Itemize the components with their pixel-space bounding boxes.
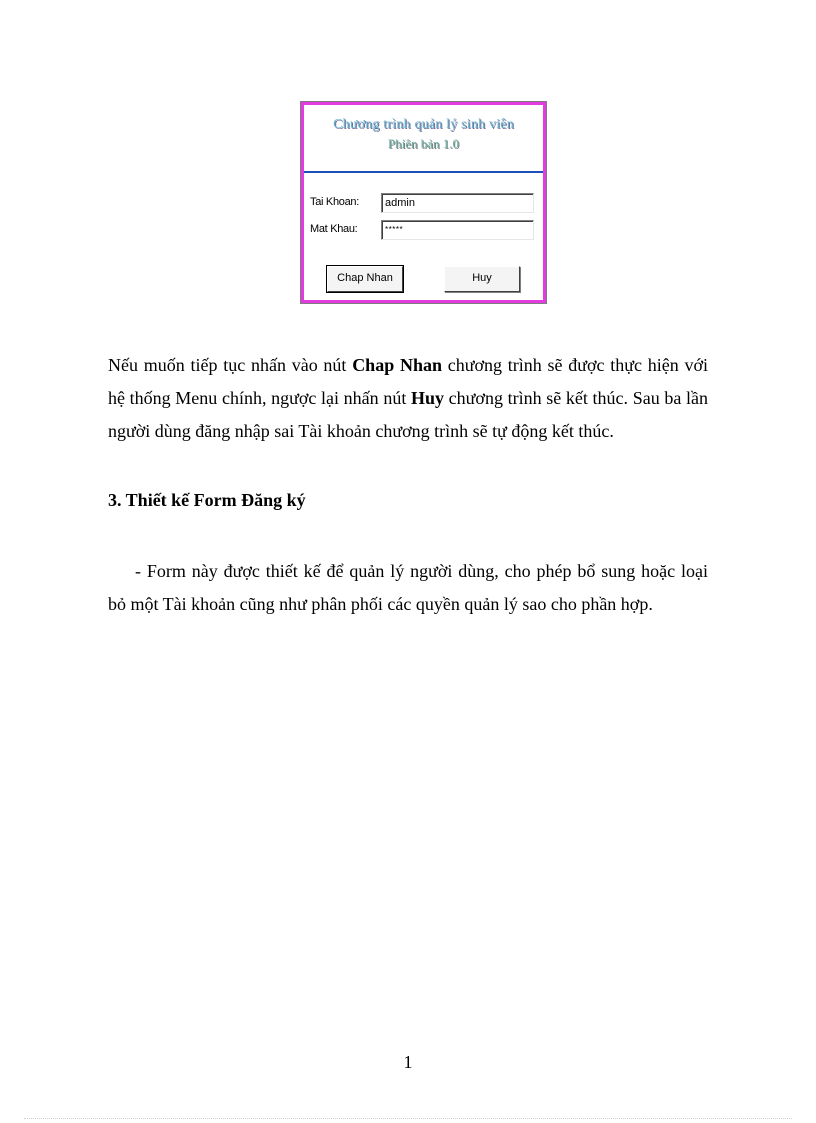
para1-bold-accept: Chap Nhan (352, 355, 442, 375)
para1-text-e: chương trình sẽ kết thúc. Sau ba lần người dùng đăng nhập sai Tài khoản chương trình sẽ tự động kết thúc. (108, 388, 708, 441)
para1-text-a: Nếu muốn tiếp tục nhấn vào nút (108, 355, 353, 375)
dialog-title: Chương trình quản lý sinh viên (333, 117, 514, 132)
login-dialog (301, 102, 546, 303)
accept-button[interactable]: Chap Nhan (327, 266, 403, 292)
page-bottom-rule (24, 1118, 792, 1119)
username-input[interactable]: admin (381, 193, 534, 213)
dialog-version: Phiên bản 1.0 (387, 136, 460, 151)
username-label: Tai Khoan: (310, 196, 359, 208)
page-number: 1 (403, 1052, 413, 1072)
section-heading: 3. Thiết kế Form Đăng ký (108, 490, 306, 510)
password-input[interactable]: ***** (381, 220, 534, 240)
para1-bold-cancel: Huy (411, 388, 445, 408)
paragraph-login-behavior (108, 349, 708, 448)
paragraph-register-form: - Form này được thiết kế để quản lý người dùng, cho phép bổ sung hoặc loại bỏ một Tài khoản cũng như phân phối các quyền quản lý sao cho phần hợp. (108, 561, 708, 614)
para1-text-c: chương trình sẽ được thực hiện với hệ thống Menu chính, ngược lại nhấn nút (108, 355, 708, 408)
dialog-divider (304, 171, 543, 173)
password-label: Mat Khau: (310, 223, 358, 235)
cancel-button[interactable]: Huy (444, 266, 520, 292)
